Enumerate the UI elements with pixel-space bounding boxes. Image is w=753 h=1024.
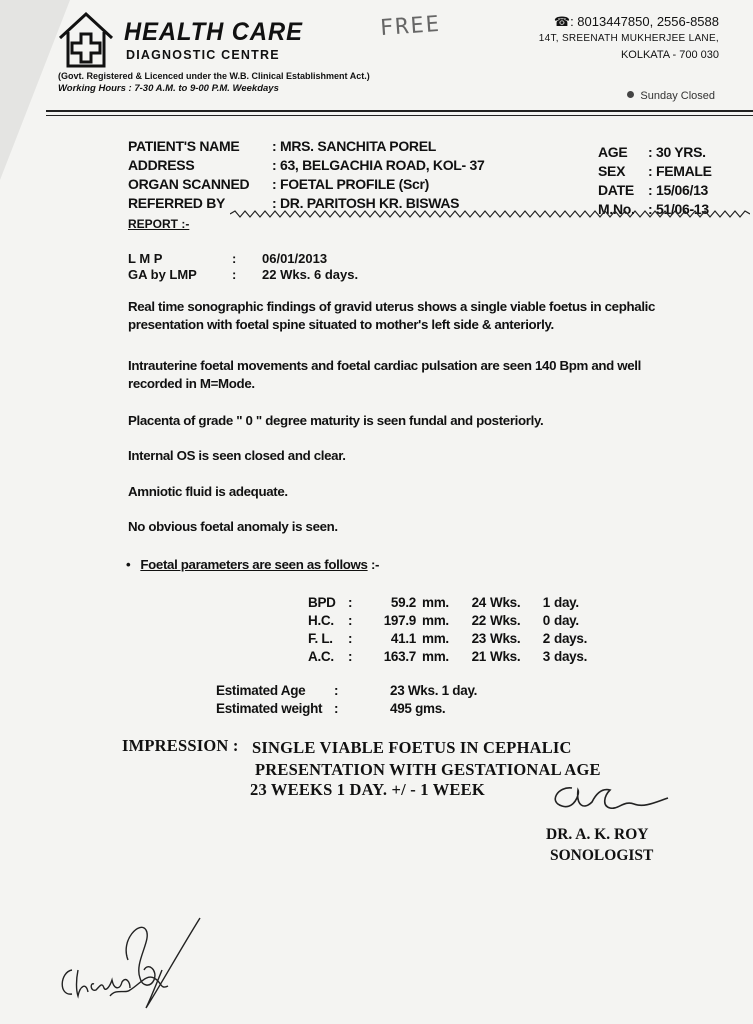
closed-text: Sunday Closed bbox=[640, 90, 715, 102]
param-name: F. L. bbox=[308, 631, 333, 646]
impression-line-2: PRESENTATION WITH GESTATIONAL AGE bbox=[255, 760, 601, 779]
estimated-age-separator: : bbox=[334, 683, 339, 698]
param-weeks-label: Wks. bbox=[490, 631, 521, 646]
registration-note: (Govt. Registered & Licenced under the W.B. Clinical Establishment Act.) bbox=[58, 71, 370, 81]
param-weeks: 21 bbox=[471, 649, 486, 664]
finding-amniotic-fluid: Amniotic fluid is adequate. bbox=[128, 484, 288, 499]
label-organ-scanned: ORGAN SCANNED bbox=[128, 176, 250, 192]
param-unit: mm. bbox=[422, 595, 449, 610]
ga-value: 22 Wks. 6 days. bbox=[262, 267, 359, 282]
patient-labels bbox=[128, 137, 249, 213]
parameter-row bbox=[308, 612, 587, 630]
bullet-icon: • bbox=[126, 557, 131, 572]
lmp-value: 06/01/2013 bbox=[262, 251, 328, 266]
param-days: 0 bbox=[542, 613, 550, 628]
impression-line-1: SINGLE VIABLE FOETUS IN CEPHALIC bbox=[252, 738, 572, 757]
estimated-age-row bbox=[216, 682, 477, 700]
label-date: DATE bbox=[598, 182, 634, 198]
patient-right-values bbox=[648, 143, 712, 219]
value-referred-by: : DR. PARITOSH KR. BISWAS bbox=[272, 195, 460, 211]
param-name: A.C. bbox=[308, 649, 334, 664]
param-days: 1 bbox=[542, 595, 550, 610]
label-address: ADDRESS bbox=[128, 157, 195, 173]
param-value: 41.1 bbox=[390, 631, 416, 646]
finding-sonographic: Real time sonographic findings of gravid uterus shows a single viable foetus in cephalic presentation with foetal spine situated to mother's left side & anteriorly. bbox=[128, 299, 656, 332]
param-name: H.C. bbox=[308, 613, 334, 628]
house-cross-logo-icon bbox=[56, 10, 116, 70]
parameter-row bbox=[308, 594, 587, 612]
params-heading bbox=[126, 557, 379, 572]
impression-line-3: 23 WEEKS 1 DAY. +/ - 1 WEEK bbox=[250, 780, 485, 799]
doctor-name: DR. A. K. ROY bbox=[546, 826, 649, 843]
param-days-label: day. bbox=[554, 613, 579, 628]
value-address: : 63, BELGACHIA ROAD, KOL- 37 bbox=[272, 157, 485, 173]
params-heading-text: Foetal parameters are seen as follows bbox=[140, 557, 368, 572]
parameter-row bbox=[308, 630, 587, 648]
value-m-no: : 51/06-13 bbox=[648, 201, 709, 217]
estimated-weight-row bbox=[216, 700, 477, 718]
free-stamp: FREE bbox=[379, 11, 442, 42]
header-rule bbox=[46, 110, 753, 112]
zigzag-divider bbox=[230, 210, 750, 218]
doctor-title: SONOLOGIST bbox=[550, 847, 654, 864]
bullet-dot-icon bbox=[627, 91, 634, 98]
phone-numbers: ☎: 8013447850, 2556-8588 bbox=[553, 14, 719, 29]
estimate-table bbox=[216, 682, 477, 718]
lmp-label: L M P bbox=[128, 251, 163, 266]
report-heading: REPORT :- bbox=[128, 217, 190, 231]
estimated-weight-value: 495 gms. bbox=[390, 701, 446, 716]
address-line-1: 14T, SREENATH MUKHERJEE LANE, bbox=[538, 33, 719, 44]
param-separator: : bbox=[348, 595, 353, 610]
param-separator: : bbox=[348, 631, 353, 646]
param-unit: mm. bbox=[422, 613, 449, 628]
label-age: AGE bbox=[598, 144, 628, 160]
address-line-2: KOLKATA - 700 030 bbox=[620, 49, 719, 61]
value-sex: : FEMALE bbox=[648, 163, 712, 179]
finding-internal-os: Internal OS is seen closed and clear. bbox=[128, 448, 346, 463]
param-value: 163.7 bbox=[383, 649, 416, 664]
doctor-signature-icon bbox=[544, 780, 674, 825]
header-rule-thin bbox=[46, 115, 753, 116]
value-age: : 30 YRS. bbox=[648, 144, 706, 160]
param-days: 2 bbox=[542, 631, 550, 646]
patient-right-labels bbox=[598, 143, 635, 219]
param-weeks: 22 bbox=[471, 613, 486, 628]
brand-subtitle: DIAGNOSTIC CENTRE bbox=[126, 48, 280, 62]
ga-label: GA by LMP bbox=[128, 267, 197, 282]
label-patient-name: PATIENT'S NAME bbox=[128, 138, 240, 154]
label-sex: SEX bbox=[598, 163, 626, 179]
estimated-age-value: 23 Wks. 1 day. bbox=[390, 683, 478, 698]
closed-notice bbox=[627, 90, 715, 102]
finding-cardiac: Intrauterine foetal movements and foetal cardiac pulsation are seen 140 Bpm and well recorded in M=Mode. bbox=[128, 358, 641, 391]
param-separator: : bbox=[348, 649, 353, 664]
param-value: 197.9 bbox=[383, 613, 416, 628]
parameter-row bbox=[308, 648, 587, 666]
handwritten-signature-icon bbox=[50, 900, 220, 1010]
param-days-label: days. bbox=[554, 631, 588, 646]
ga-separator: : bbox=[232, 267, 237, 282]
value-organ-scanned: : FOETAL PROFILE (Scr) bbox=[272, 176, 429, 192]
param-weeks-label: Wks. bbox=[490, 613, 521, 628]
param-separator: : bbox=[348, 613, 353, 628]
lmp-separator: : bbox=[232, 251, 237, 266]
param-weeks-label: Wks. bbox=[490, 649, 521, 664]
param-weeks: 23 bbox=[471, 631, 486, 646]
finding-anomaly: No obvious foetal anomaly is seen. bbox=[128, 519, 338, 534]
impression-label: IMPRESSION : bbox=[122, 736, 239, 755]
label-m-no: M.No. bbox=[598, 201, 635, 217]
params-heading-suffix: :- bbox=[367, 557, 380, 572]
param-days: 3 bbox=[542, 649, 550, 664]
param-weeks: 24 bbox=[471, 595, 486, 610]
param-value: 59.2 bbox=[390, 595, 416, 610]
brand-name: HEALTH CARE bbox=[124, 18, 303, 46]
param-unit: mm. bbox=[422, 631, 449, 646]
estimated-weight-separator: : bbox=[334, 701, 339, 716]
finding-placenta: Placenta of grade " 0 " degree maturity is seen fundal and posteriorly. bbox=[128, 413, 544, 428]
label-referred-by: REFERRED BY bbox=[128, 195, 226, 211]
patient-values bbox=[272, 137, 484, 213]
param-days-label: days. bbox=[554, 649, 588, 664]
param-weeks-label: Wks. bbox=[490, 595, 521, 610]
param-name: BPD bbox=[308, 595, 336, 610]
foetal-parameters-table bbox=[308, 594, 587, 666]
param-unit: mm. bbox=[422, 649, 449, 664]
value-date: : 15/06/13 bbox=[648, 182, 709, 198]
value-patient-name: : MRS. SANCHITA POREL bbox=[272, 138, 437, 154]
estimated-age-label: Estimated Age bbox=[216, 683, 306, 698]
working-hours: Working Hours : 7-30 A.M. to 9-00 P.M. Weekdays bbox=[58, 83, 279, 94]
param-days-label: day. bbox=[554, 595, 579, 610]
estimated-weight-label: Estimated weight bbox=[216, 701, 323, 716]
